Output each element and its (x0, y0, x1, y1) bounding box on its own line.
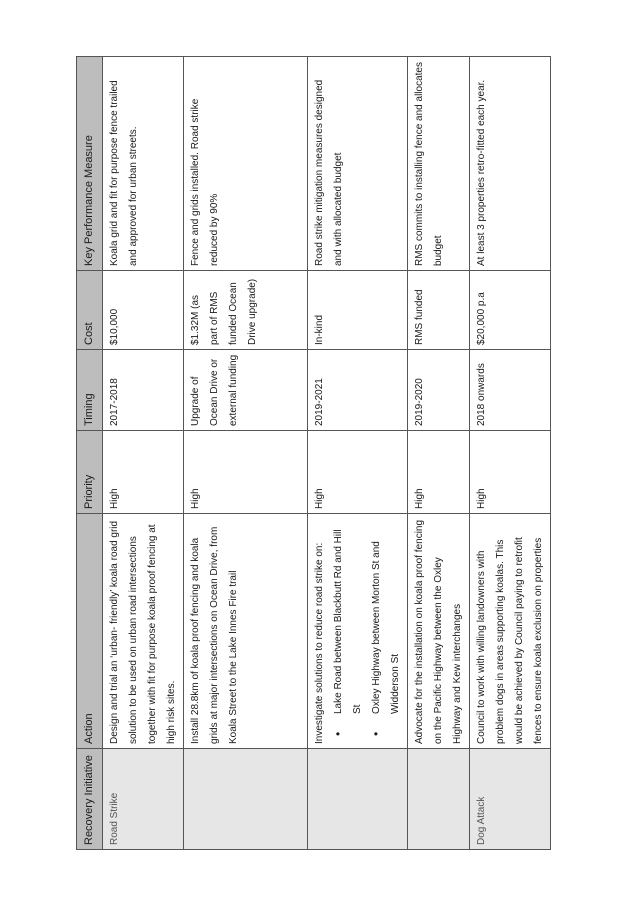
list-item: • Oxley Highway between Morton St and Widderson St (367, 518, 405, 714)
cell-timing: 2019-2020 (408, 350, 470, 431)
cell-timing: 2017-2018 (103, 350, 184, 431)
cell-kpm: Road strike mitigation measures designed and with allocated budget (308, 57, 408, 271)
cell-kpm: RMS commits to installing fence and allocates budget (408, 57, 470, 271)
cell-cost: $1.32M (as part of RMS funded Ocean Drive upgrade) (184, 271, 308, 350)
recovery-actions-table (76, 56, 551, 850)
cell-kpm: Fence and grids installed. Road strike reduced by 90% (184, 57, 308, 271)
table-row (103, 57, 184, 850)
action-intro-text: Investigate solutions to reduce road strike on: (314, 542, 325, 744)
cell-recovery-initiative (408, 749, 470, 850)
cell-recovery-initiative (184, 749, 308, 850)
header-recovery-initiative: Recovery Initiative (77, 749, 103, 850)
cell-cost: RMS funded (408, 271, 470, 350)
cell-recovery-initiative: Road Strike (103, 749, 184, 850)
header-timing: Timing (77, 350, 103, 431)
cell-timing: 2019-2021 (308, 350, 408, 431)
cell-action: Council to work with willing landowners with problem dogs in areas supporting koalas. This would be achieved by Council paying to retrofit fences to ensure koala exclusion on properties (470, 514, 551, 749)
cell-recovery-initiative: Dog Attack (470, 749, 551, 850)
cell-action: Advocate for the installation on koala proof fencing on the Pacific Highway between the Oxley Highway and Kew interchanges (408, 514, 470, 749)
header-key-performance-measure: Key Performance Measure (77, 57, 103, 271)
action-bullet-list (329, 518, 405, 744)
cell-action: Design and trial an ‘urban- friendly’ koala road grid solution to be used on urban road intersections together with fit for purpose koala proof fencing at high risk sites. (103, 514, 184, 749)
rotated-table-frame (76, 57, 544, 850)
cell-kpm: At least 3 properties retro-fitted each year. (470, 57, 551, 271)
cell-timing: Upgrade of Ocean Drive or external funding (184, 350, 308, 431)
cell-priority: High (184, 431, 308, 514)
header-priority: Priority (77, 431, 103, 514)
cell-priority: High (470, 431, 551, 514)
cell-priority: High (308, 431, 408, 514)
cell-priority: High (103, 431, 184, 514)
cell-cost: $10,000 (103, 271, 184, 350)
cell-priority: High (408, 431, 470, 514)
table-row (184, 57, 308, 850)
list-item: • Lake Road between Blackbutt Rd and Hill St (329, 518, 367, 714)
table-row (470, 57, 551, 850)
cell-action (308, 514, 408, 749)
table-row (308, 57, 408, 850)
cell-action: Install 28.8km of koala proof fencing and koala grids at major intersections on Ocean Drive, from Koala Street to the Lake Innes Fire trail (184, 514, 308, 749)
cell-cost: In-kind (308, 271, 408, 350)
header-action: Action (77, 514, 103, 749)
cell-cost: $20,000 p.a (470, 271, 551, 350)
header-cost: Cost (77, 271, 103, 350)
cell-kpm: Koala grid and fit for purpose fence trailed and approved for urban streets. (103, 57, 184, 271)
table-header-row (77, 57, 103, 850)
cell-recovery-initiative (308, 749, 408, 850)
cell-timing: 2018 onwards (470, 350, 551, 431)
table-row (408, 57, 470, 850)
